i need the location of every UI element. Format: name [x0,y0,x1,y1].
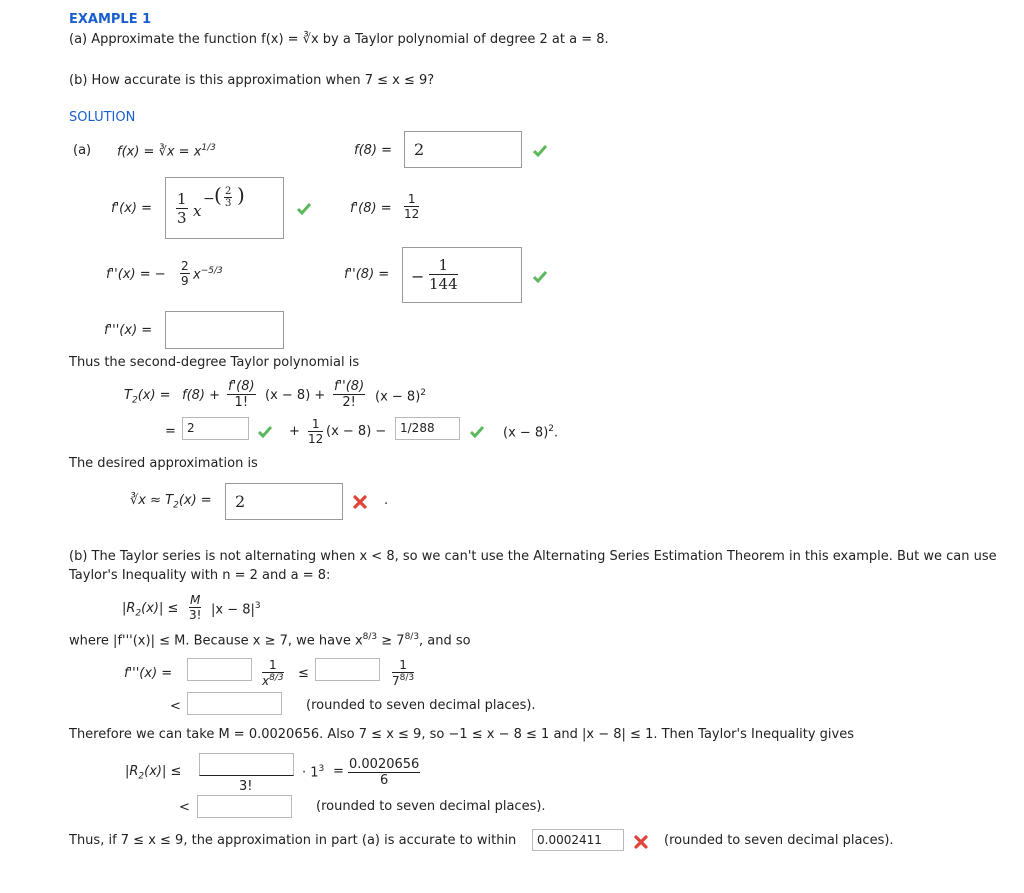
remainder2-mid: · $1^3$ [302,764,325,781]
taylor-end: $(x - 8)^2$. [503,424,559,441]
f8-answer-input[interactable]: 2 [404,131,522,168]
taylor-intro: Thus the second-degree Taylor polynomial is [69,355,360,370]
fdoubleprime-power: $x^{-5/3}$ [193,266,223,283]
taylor-lhs: $T_2(x)$ = [124,388,171,406]
taylor-term2-fraction: $\frac{f''(8)}{2!}$ [334,379,365,410]
check-icon [533,145,547,157]
fprime-coef-fraction: $\frac{1}{3}$ [177,190,187,227]
taylor-f8: f(8) + [182,388,221,403]
bound-fraction2: $\frac{1}{7^{8/3}}$ [392,658,415,688]
therefore-line: Therefore we can take M = 0.0020656. Also 7 ≤ x ≤ 9, so −1 ≤ x − 8 ≤ 1 and |x − 8| ≤ 1. Then Taylor's Inequality gives [69,727,854,742]
taylor-coef1-fraction: $\frac{1}{12}$ [308,417,324,446]
example-title: EXAMPLE 1 [69,12,152,27]
taylor-term2-tail: $(x - 8)^2$ [375,388,426,405]
bound-coef1-input[interactable] [187,658,252,681]
remainder2-lhs: $|R_2(x)|$ ≤ [125,764,182,782]
solution-heading: SOLUTION [69,110,136,125]
taylor-plus: + [289,424,300,439]
f-definition: f(x) = ∛x = $x^{1/3}$ [117,143,216,160]
taylor-coef0-input[interactable]: 2 [182,417,249,440]
cross-icon [353,495,367,509]
partb-line1: (b) The Taylor series is not alternating when x < 8, so we can't use the Alternating Series Estimation Theorem in this example. But we can use [69,549,997,564]
remainder2-eq: = [333,764,344,779]
remainder2-fraction: $\frac{0.0020656}{6}$ [349,757,420,788]
remainder-lhs: $|R_2(x)|$ ≤ [122,601,179,619]
bound-m-input[interactable] [187,692,282,715]
part-b-prompt: (b) How accurate is this approximation when 7 ≤ x ≤ 9? [69,73,435,88]
check-icon [258,426,272,438]
bound-coef2-input[interactable] [315,658,380,681]
approx-intro: The desired approximation is [69,456,258,471]
where-line: where |f'''(x)| ≤ M. Because x ≥ 7, we have $x^{8/3} \ge 7^{8/3}$, and so [69,632,471,649]
check-icon [470,426,484,438]
part-a-prompt: (a) Approximate the function f(x) = ∛x by a Taylor polynomial of degree 2 at a = 8. [69,32,609,47]
rounded-note-3: (rounded to seven decimal places). [664,833,894,848]
fdoubleprime-coef: $\frac{2}{9}$ [181,259,189,288]
bound-fppp-label: f'''(x) = [124,666,173,681]
fdoubleprime8-label: f''(8) = [344,267,390,282]
thus-line: Thus, if 7 ≤ x ≤ 9, the approximation in part (a) is accurate to within [69,833,517,848]
fprime-label: f'(x) = [111,201,153,216]
f8-label: f(8) = [354,143,393,158]
rounded-note-2: (rounded to seven decimal places). [316,799,546,814]
taylor-coef2-input[interactable]: 1/288 [395,417,460,440]
check-icon [533,271,547,283]
taylor-mid: (x − 8) − [326,424,387,439]
remainder-fraction: $\frac{M}{3!}$ [189,593,202,622]
part-a-label: (a) [73,143,92,158]
fdoubleprime8-answer-input[interactable]: − $\frac{1}{144}$ [402,247,522,303]
check-icon [297,203,311,215]
final-bound-input[interactable] [197,795,292,818]
rounded-note-1: (rounded to seven decimal places). [306,698,536,713]
approx-dot: . [384,493,389,508]
partb-line2: Taylor's Inequality with n = 2 and a = 8: [69,568,331,583]
fprime8-label: f'(8) = [350,201,392,216]
taylor-term1-fraction: $\frac{f'(8)}{1!}$ [228,379,255,410]
approx-answer-input[interactable]: 2 [225,483,343,520]
remainder2-den: 3! [239,779,253,794]
bound-lt: < [170,699,181,714]
final-lt: < [179,800,190,815]
taylor-term1-tail: (x − 8) + [265,388,326,403]
accuracy-answer-input[interactable]: 0.0002411 [532,829,624,851]
bound-fraction1: $\frac{1}{x^{8/3}}$ [262,658,284,688]
cross-icon [634,835,648,849]
fprime-answer-input[interactable]: $\frac{1}{3}$ x − ( 2 3 ) [165,177,284,239]
remainder-abs: $|x - 8|^3$ [211,601,261,618]
taylor-equals: = [165,424,176,439]
remainder2-numerator-input[interactable] [199,753,294,776]
approx-expr: ∛x ≈ $T_2(x)$ = [130,493,212,511]
ftripleprime-answer-input[interactable] [165,311,284,349]
bound-leq: ≤ [298,666,309,681]
fdoubleprime-label: f''(x) = − [106,267,166,282]
fprime-var: x [193,202,202,220]
fprime8-value: $\frac{1}{12}$ [404,192,420,221]
ftripleprime-label: f'''(x) = [104,323,153,338]
